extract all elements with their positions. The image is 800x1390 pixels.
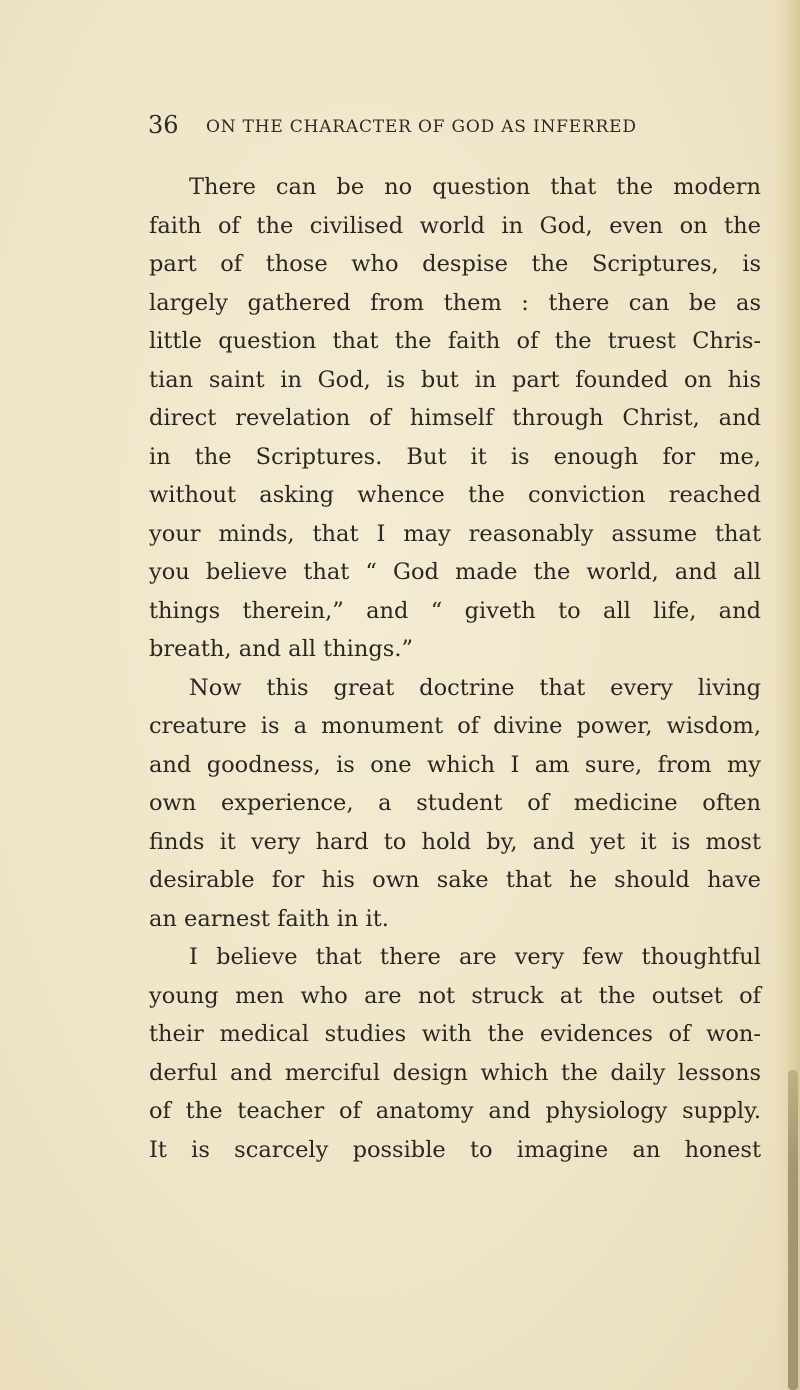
text-line: creature is a monument of divine power, wisdom, — [149, 713, 761, 739]
text-line: Now this great doctrine that every living — [189, 674, 761, 701]
text-line: things therein,” and “ giveth to all life, and — [149, 597, 761, 624]
text-line: little question that the faith of the truest Chris- — [149, 328, 761, 354]
text-line: breath, and all things.” — [149, 636, 413, 662]
text-line: an earnest faith in it. — [149, 905, 389, 932]
text-line: own experience, a student of medicine often — [149, 790, 761, 816]
text-line: your minds, that I may reasonably assume that — [149, 520, 761, 547]
text-line: faith of the civilised world in God, even on the — [149, 212, 761, 239]
text-line: in the Scriptures. But it is enough for me, — [149, 443, 761, 470]
text-line: young men who are not struck at the outset of — [149, 982, 761, 1009]
text-line: derful and merciful design which the daily lessons — [149, 1059, 761, 1086]
text-line: of the teacher of anatomy and physiology supply. — [149, 1098, 761, 1124]
text-line: tian saint in God, is but in part founded on his — [149, 366, 761, 393]
text-line: their medical studies with the evidences of won- — [149, 1021, 761, 1047]
text-line: and goodness, is one which I am sure, from my — [149, 751, 761, 778]
running-head: ON THE CHARACTER OF GOD AS INFERRED — [206, 117, 637, 137]
page-edge — [774, 0, 800, 1390]
text-line: largely gathered from them : there can be as — [149, 289, 761, 316]
text-line: desirable for his own sake that he should have — [149, 867, 761, 893]
binding-shadow — [788, 1070, 798, 1390]
text-line: part of those who despise the Scriptures, is — [149, 251, 761, 277]
page-number: 36 — [148, 111, 179, 139]
text-line: There can be no question that the modern — [189, 174, 761, 200]
text-line: I believe that there are very few thoughtful — [189, 944, 761, 970]
text-line: you believe that “ God made the world, and all — [149, 559, 761, 585]
text-line: without asking whence the conviction reached — [149, 482, 761, 508]
text-line: finds it very hard to hold by, and yet it is most — [149, 828, 761, 855]
text-line: direct revelation of himself through Christ, and — [149, 405, 761, 431]
page-header — [148, 111, 708, 147]
text-line: It is scarcely possible to imagine an honest — [149, 1136, 761, 1163]
body-text — [149, 168, 761, 1169]
